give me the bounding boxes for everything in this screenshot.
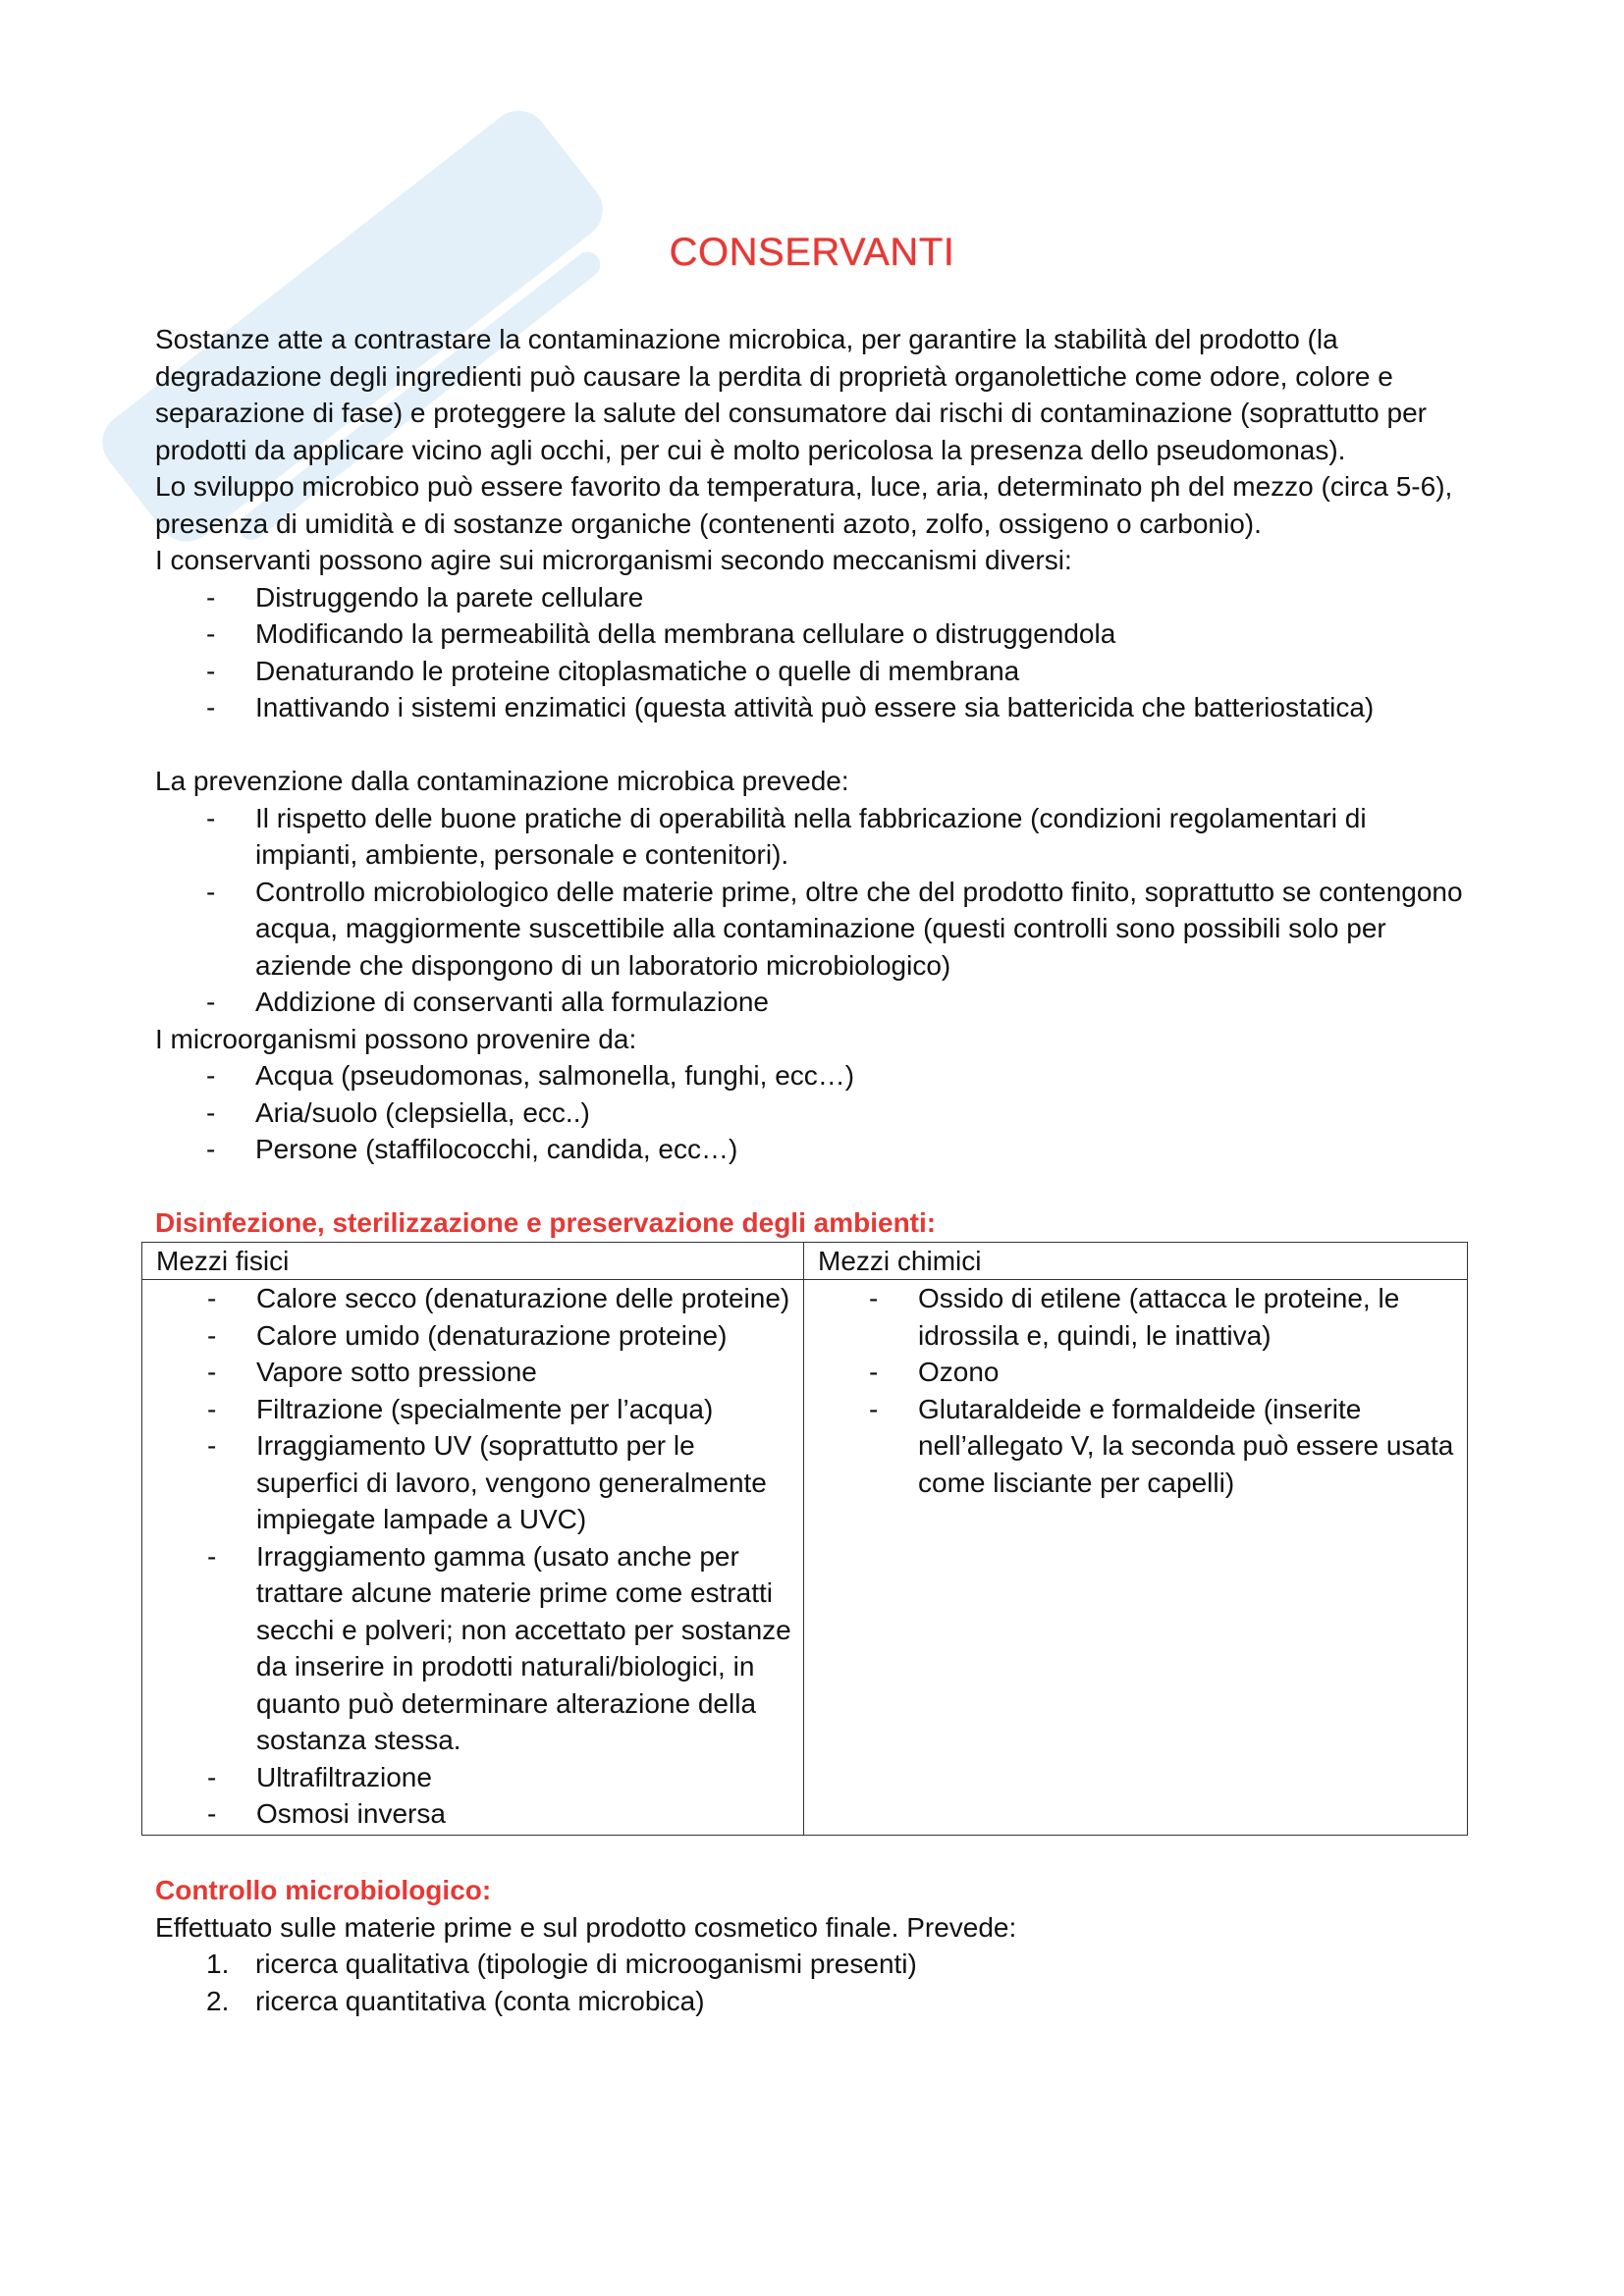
mechanisms-intro: I conservanti possono agire sui microrganismi secondo meccanismi diversi: bbox=[155, 545, 1072, 575]
list-item: - Controllo microbiologico delle materie prime, oltre che del prodotto finito, soprattutto se contengono acqua, maggiormente suscettibile alla contaminazione (questi controlli sono possibili solo per aziende che dispongono di un laboratorio microbiologico) bbox=[155, 874, 1471, 985]
list-item: - Acqua (pseudomonas, salmonella, funghi, ecc…) bbox=[155, 1057, 1471, 1095]
list-item: - Irraggiamento UV (soprattutto per le superfici di lavoro, vengono generalmente impiegate lampade a UVC) bbox=[156, 1427, 793, 1538]
intro-paragraph: Sostanze atte a contrastare la contaminazione microbica, per garantire la stabilità del prodotto (la degradazione degli ingredienti può causare la perdita di proprietà organolettiche come odore, colore e separazione di fase) e proteggere la salute del consumatore dai rischi di contaminazione (soprattutto per prodotti da applicare vicino agli occhi, per cui è molto pericolosa la presenza dello pseudomonas). bbox=[155, 324, 1427, 465]
list-item: - Irraggiamento gamma (usato anche per trattare alcune materie prime come estratti secchi e polveri; non accettato per sostanze da inserire in prodotti naturali/biologici, in quanto può determinare alterazione della sostanza stessa. bbox=[156, 1538, 793, 1759]
item-number: 2. bbox=[206, 1985, 230, 2016]
list-item: - Ozono bbox=[818, 1354, 1457, 1391]
disinfection-heading: Disinfezione, sterilizzazione e preservazione degli ambienti: bbox=[155, 1207, 937, 1238]
physical-cell bbox=[142, 1280, 804, 1836]
list-item: - Calore secco (denaturazione delle proteine) bbox=[156, 1280, 793, 1317]
item-number: 1. bbox=[206, 1949, 230, 1979]
sources-intro: I microorganismi possono provenire da: bbox=[155, 1023, 637, 1054]
list-item: - Il rispetto delle buone pratiche di operabilità nella fabbricazione (condizioni regolamentari di impianti, ambiente, personale e contenitori). bbox=[155, 800, 1471, 874]
control-list bbox=[155, 1946, 1471, 2019]
prevention-list bbox=[155, 800, 1471, 1021]
page-title: CONSERVANTI bbox=[669, 231, 955, 274]
chemical-cell bbox=[804, 1280, 1468, 1836]
list-item: - Denaturando le proteine citoplasmatiche o quelle di membrana bbox=[155, 653, 1471, 690]
item-text: ricerca qualitativa (tipologie di microoganismi presenti) bbox=[255, 1949, 917, 1979]
physical-header: Mezzi fisici bbox=[142, 1242, 804, 1280]
mechanisms-list bbox=[155, 579, 1471, 726]
disinfection-table bbox=[141, 1242, 1468, 1836]
list-item: - Ultrafiltrazione bbox=[156, 1759, 793, 1796]
chemical-list bbox=[818, 1280, 1457, 1501]
physical-list bbox=[156, 1280, 793, 1833]
list-item bbox=[155, 1946, 1471, 1983]
item-text: ricerca quantitativa (conta microbica) bbox=[255, 1985, 705, 2016]
list-item: - Addizione di conservanti alla formulazione bbox=[155, 984, 1471, 1021]
list-item: - Aria/suolo (clepsiella, ecc..) bbox=[155, 1095, 1471, 1132]
list-item: - Filtrazione (specialmente per l’acqua) bbox=[156, 1391, 793, 1428]
list-item bbox=[155, 1983, 1471, 2020]
list-item: - Glutaraldeide e formaldeide (inserite nell’allegato V, la seconda può essere usata come lisciante per capelli) bbox=[818, 1391, 1457, 1502]
list-item: - Inattivando i sistemi enzimatici (questa attività può essere sia battericida che batteriostatica) bbox=[155, 689, 1471, 726]
prevention-intro: La prevenzione dalla contaminazione microbica prevede: bbox=[155, 766, 849, 796]
control-heading: Controllo microbiologico: bbox=[155, 1875, 492, 1905]
chemical-header: Mezzi chimici bbox=[804, 1242, 1468, 1280]
list-item: - Distruggendo la parete cellulare bbox=[155, 579, 1471, 616]
growth-paragraph: Lo sviluppo microbico può essere favorito da temperatura, luce, aria, determinato ph del mezzo (circa 5-6), presenza di umidità e di sostanze organiche (contenenti azoto, zolfo, ossigeno o carbonio). bbox=[155, 471, 1453, 539]
list-item: - Calore umido (denaturazione proteine) bbox=[156, 1317, 793, 1355]
list-item: - Osmosi inversa bbox=[156, 1795, 793, 1833]
sources-list bbox=[155, 1057, 1471, 1168]
list-item: - Ossido di etilene (attacca le proteine, le idrossila e, quindi, le inattiva) bbox=[818, 1280, 1457, 1354]
document-body bbox=[155, 321, 1471, 2019]
list-item: - Vapore sotto pressione bbox=[156, 1354, 793, 1391]
list-item: - Modificando la permeabilità della membrana cellulare o distruggendola bbox=[155, 615, 1471, 653]
list-item: - Persone (staffilococchi, candida, ecc…) bbox=[155, 1131, 1471, 1168]
control-intro: Effettuato sulle materie prime e sul prodotto cosmetico finale. Prevede: bbox=[155, 1911, 1017, 1943]
